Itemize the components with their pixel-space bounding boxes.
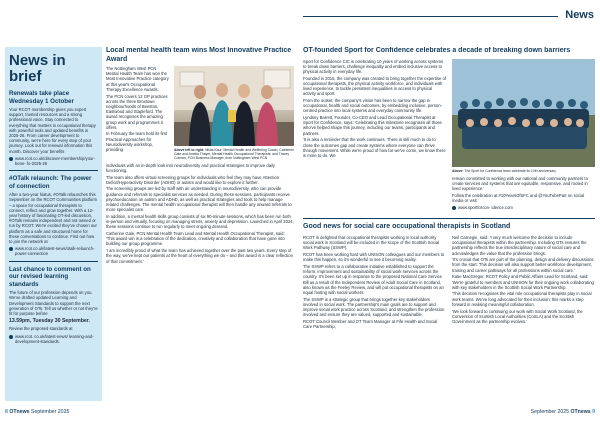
article-paragraph: From the outset, the company's vision has been to narrow the gap in occupational, health and social outcomes, by embedding inclusive, person-centred practice into local systems and everyday community life.: [303, 97, 442, 114]
article-link[interactable]: [452, 205, 595, 210]
article-paragraph: The PCN covers 12 GP practices across the three Broxtowe neighbourhoods of Beeston, Eastwood and Stapleford. The award recognises the amazing group work and programmes it offers.: [106, 93, 168, 130]
brief-paragraph: After a two-year hiatus, #OTalk relaunches this September on the RCOT Communities platform – a space for occupational therapists to connect, reflect and grow together. With a 12-year history of fascinating OT-led discussion, #OTalk remains independent and not owned or run by RCOT. We're excited they've chosen our platform as a safe and structured home for these conversations to continue. Find out how to join the network at: [9, 192, 98, 245]
scotland-left-column: [303, 235, 446, 331]
brief-link[interactable]: [9, 246, 98, 256]
photo-caption: [174, 148, 294, 161]
article-paragraph: RCOT Council Member and OT Team Manager at Fife Health and Social Care Partnership,: [303, 318, 438, 330]
article-paragraph: The Nottingham West PCN Mental Health Team has won the Most Innovative Practice category at this year's Occupational Therapy Excellence Awards.: [106, 66, 169, 92]
brief-link-text[interactable]: www.rcot.co.uk/discover-membership/your-bene- fo-2025-26: [15, 155, 96, 167]
article-paragraph: remain committed to working with our national and community partners to create services and systems that are equitable, responsive, and rooted in lived experience.': [452, 175, 588, 192]
scotland-columns: [303, 235, 595, 331]
issue-date: September 2025: [30, 409, 70, 415]
page-number: 9: [592, 409, 595, 415]
brief-heading: Renewals take place Wednesday 1 October: [9, 90, 74, 105]
article-paragraph: individuals with an in-depth look into neurodiversity and practical strategies to improve daily functioning.: [106, 162, 275, 173]
sport-left-column: [303, 59, 446, 212]
article-intro: [106, 66, 170, 161]
brief-item: [9, 175, 98, 256]
article-title: OT-founded Sport for Confidence celebrates a decade of breaking down barriers: [303, 47, 571, 54]
brief-link[interactable]: [9, 156, 98, 166]
article-paragraph: Sport for Confidence CIC is celebrating 10 years of working across systems to break down barriers, challenge inequality and embed inclusive access to physical activity in everyday life.: [303, 58, 444, 74]
issue-date: September 2025: [530, 409, 570, 415]
anniversary-photo-illustration: [452, 59, 595, 167]
article-link-text[interactable]: www.sportforcon- idence.com: [458, 204, 513, 210]
footer-left: [5, 409, 69, 415]
article-paragraph: Neil Carnegie, said: 'I very much welcome the decision to include occupational therapists within the partnership. Including OTs ensures the partnership reflects the true interdisciplinary nature of social care and acknowledges the value that the profession brings.: [452, 234, 587, 256]
page-footer: [0, 404, 600, 424]
brief-item: [9, 266, 98, 344]
photo-caption: [452, 169, 595, 173]
right-page-articles: [303, 47, 595, 401]
link-bullet-icon: [9, 247, 13, 251]
brief-heading: #OTalk relaunch: The power of connection: [9, 175, 92, 190]
link-bullet-icon: [452, 206, 456, 210]
caption-text: The Sport for Confidence team celebrate its 10th anniversary: [464, 168, 556, 173]
divider: [9, 261, 98, 262]
article-paragraph: Lyndsey Barrett, Founder, Co-CEO and Lead Occupational Therapist at Sport for Confidence, says: 'Celebrating this milestone recognises all those who've helped shape this journey, including our teams, participants and partners.: [303, 115, 442, 136]
publication-name: OTnews: [9, 409, 30, 415]
team-photo: [174, 66, 294, 146]
news-in-brief-panel: [5, 47, 102, 401]
article-paragraph: 'We look forward to continuing our work with Social Work Scotland, the Convention of Scottish Local Authorities (CoSLA) and the Scottish Government as the partnership evolves.': [452, 308, 583, 324]
section-label: News: [565, 9, 594, 21]
article-paragraph: 'It's crucial that OTs are part of the planning, design and delivery discussions from the start. This decision will also support better workforce development, training and career pathways for all professions within social care.': [452, 257, 594, 273]
team-photo-illustration: [174, 66, 294, 146]
caption-lead: Above:: [452, 168, 464, 173]
brief-link-text[interactable]: www.rcot.co.uk/latest-news/otalk-relaunch-power-connection: [15, 246, 95, 257]
brief-title: News in brief: [9, 52, 66, 85]
brief-link[interactable]: [9, 334, 98, 344]
article-title: Local mental health team wins Most Innovative Practice Award: [106, 47, 292, 63]
article-paragraph: Founded in 2015, the company was created to bring together the expertise of occupational therapists, the physical activity workforce, and individuals with lived experience, to tackle persistent inequalities in access to physical activity and sport.: [303, 75, 446, 97]
brief-heading: Last chance to comment on our revised learning standards: [9, 265, 91, 288]
article-paragraph: RCOT is delighted that occupational therapists working in local authority social work in Scotland will be included in the scope of the Scottish Social Work Pathway (SSWP).: [303, 234, 440, 251]
footer-right: [531, 409, 595, 415]
article-paragraph: Katie MacGregor, RCOT Policy and Public Affairs Lead for Scotland, said: 'We're grateful to members and UNISON for their ongoing work collaborating with key stakeholders in the Scottish Social Work Partnership.: [452, 274, 594, 290]
page-header: [0, 0, 600, 32]
article-paragraph: In addition, a mental health skills group consists of six 90-minute sessions, which has been run both in-person and virtually, focusing on managing stress, anxiety and depression. Launched in April 2024, these sessions continue to run regularly to meet ongoing demand.: [106, 213, 294, 230]
article-paragraph: The SSWP is a strategic group that brings together key stakeholders involved in social work. The partnership's main goals are to support and improve social work practice across Scotland, and strengthen the profession involved and ensure they are valued, supported and sustainable.: [303, 296, 445, 318]
article-paragraph: 'I am incredibly proud of what the team has achieved together over the past two years. Every step of the way, we've kept our patients at the heart of everything we do – and this award is a clear reflection of that commitment.': [106, 248, 293, 264]
article-paragraph: 'This decision recognises the vital role occupational therapists play in social work teams. We've long advocated for their inclusion; this marks a step forward in realising meaningful collaboration.: [452, 291, 592, 307]
brief-deadline: 13.59pm, Tuesday 30 September.: [9, 318, 90, 325]
award-article: [106, 47, 294, 401]
article-paragraph: The screening groups are led by staff with an understanding in neurodiversity, who can provide guidance and referrals to specialist services as needed. During these sessions, participants receive psychoeducation on autism and ADHD, as well as practical strategies and tools to help manage related challenges. The mental health occupational therapist will then handle any onward referrals to more specialist care.: [106, 186, 292, 213]
scotland-right-column: [452, 235, 595, 331]
sport-right-column: [452, 59, 595, 212]
article-paragraph: 'It is also a reminder that the work continues. There is still much to do to close the outcomes gap and create systems where everyone can thrive through movement. While we're proud of how far we've come, we know there is more to do. We: [303, 137, 446, 158]
article-paragraph: The SSWP refers to a collaborative initiative established to support the reform, improvement and sustainability of social work services across the country. It's been set up in response to the proposed National Care Service Bill as a result of the Independent Review of Adult Social Care in Scotland, also known as the Feeley Review, and will put occupational therapists on an equal footing with social workers.: [303, 263, 444, 295]
divider: [9, 170, 98, 171]
sport-article: [303, 59, 595, 212]
article-paragraph: RCOT has been working hard with UNISON colleagues and our members to make this happen, so it's wonderful to see it becoming reality.: [303, 252, 445, 263]
caption-text: Nikita Kaur, Mental Health and Wellbeing Coach; Catherine Gale and Amelia Thayer, Mental Health Occupational Therapists; and Tracey Colman, PCN Business Manager, from Nottingham West PCN: [174, 148, 294, 161]
anniversary-photo: [452, 59, 595, 167]
brief-after: Review the proposed standards at: [9, 326, 73, 332]
article-title: Good news for social care occupational therapists in Scotland: [303, 223, 511, 231]
article-paragraph: The team also offers virtual screening groups for individuals who feel they may have Attention Deficit/Hyperactivity Disorder (ADHD) or autism and would like to explore it further.: [106, 174, 280, 185]
article-body: [106, 163, 294, 264]
link-bullet-icon: [9, 157, 13, 161]
brief-paragraph: The future of our profession depends on you. We've drafted updated Learning and Development Standards to support the next generation of OTs. Tell us whether or not they're fit for purpose before: [9, 290, 98, 316]
scotland-article: [303, 218, 595, 330]
brief-paragraph: Your RCOT membership gives you expert support, trusted resources and a strong professional voice. Stay connected to everything that matters in occupational therapy with powerful tools and updated benefits in 2025-26. From career development to community, we're here for every step of your journey. Look out for renewal information this month. Discover your benefits: [9, 107, 96, 154]
brief-item: [9, 90, 98, 166]
article-paragraph: Follow the celebration at #10YearsOfSFC and @YouTubePart on social media or visit: [452, 192, 585, 204]
article-top: [106, 66, 294, 161]
caption-lead: Above left to right:: [174, 148, 205, 152]
article-paragraph: In February the team held its first Practical Approaches for Neurodiversity workshop, providing: [106, 131, 168, 153]
award-photo-block: [174, 66, 294, 161]
publication-name: OTnews: [570, 409, 591, 415]
article-paragraph: Catherine Gale, PCN Mental Health Team Lead and Mental Health Occupational Therapist, said: 'This award win is a celebration of the dedication, creativity and collaboration that have gone into building our group programme.: [106, 231, 285, 247]
page-number: 8: [5, 409, 8, 415]
link-bullet-icon: [9, 335, 13, 339]
brief-link-text[interactable]: www.rcot. co.uk/latest-news/ learning-and-development-standards.: [15, 333, 94, 344]
header-rule: [303, 16, 558, 17]
